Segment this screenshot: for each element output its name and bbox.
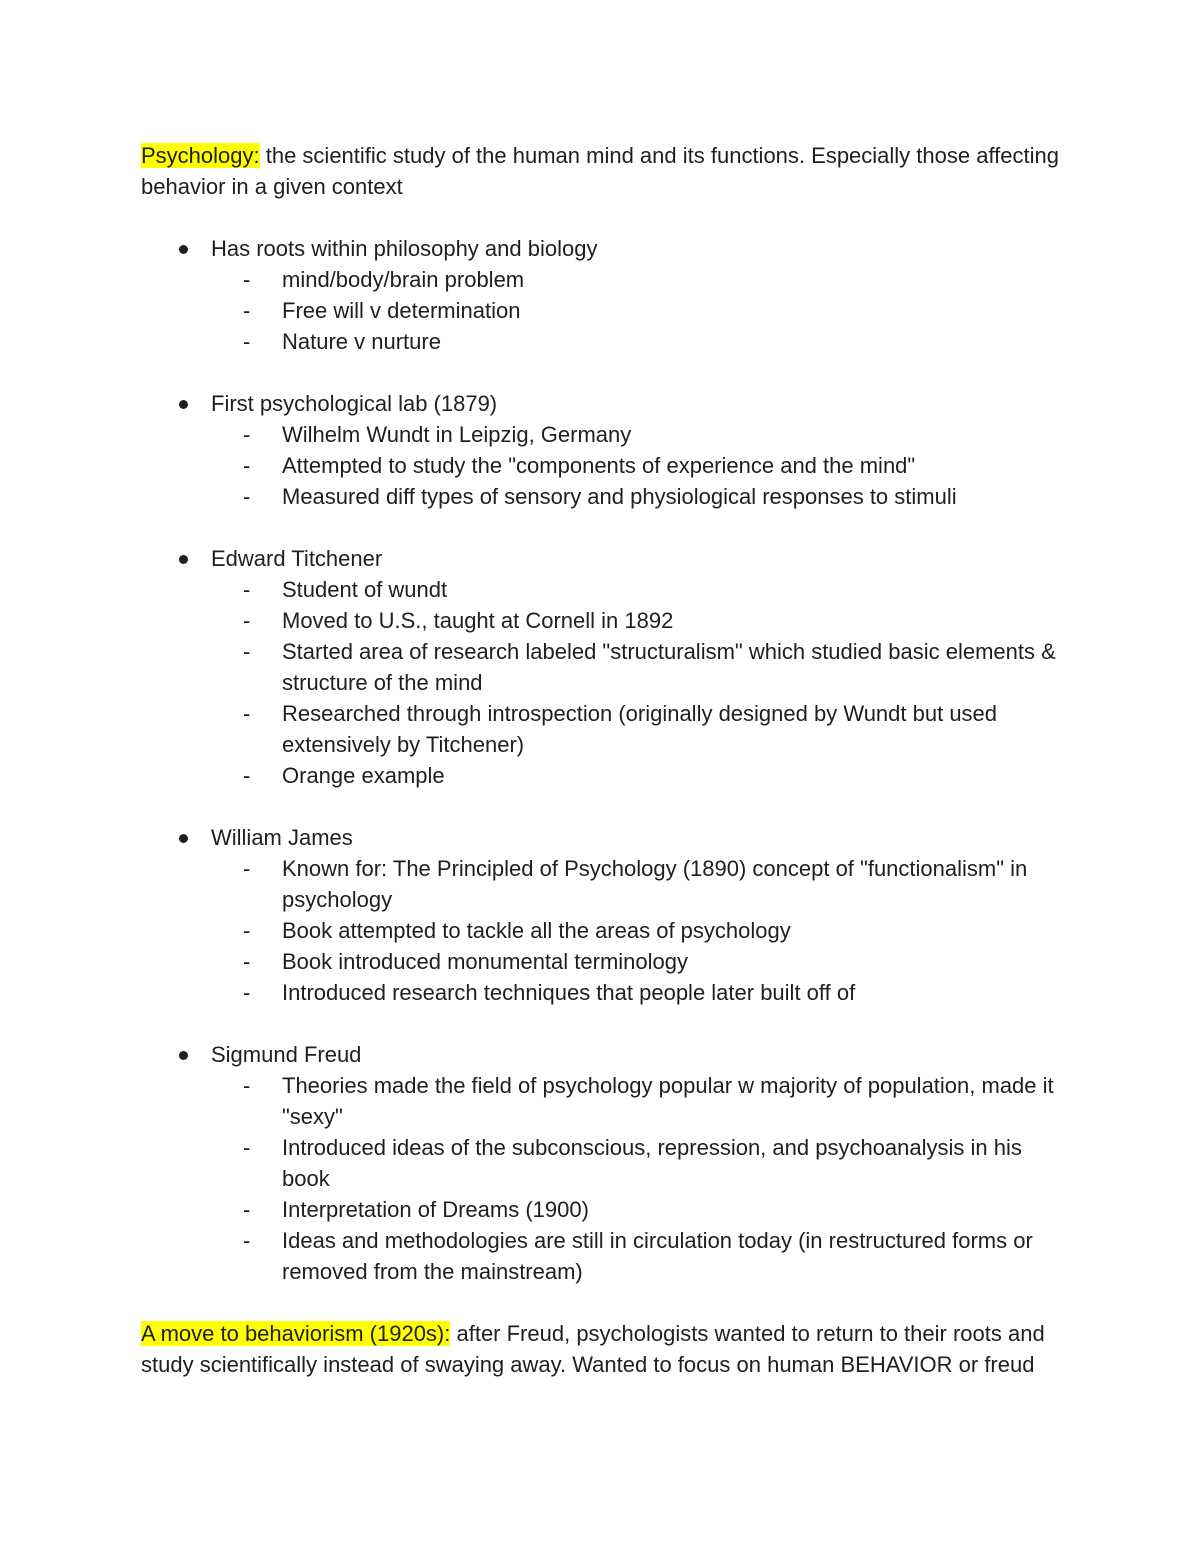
closing-text: after Freud, psychologists wanted to return to their roots and study scientifically instead of swaying away. Wanted to focus on human BEHAVIOR or freud — [141, 1321, 1045, 1377]
sub-list — [211, 419, 1071, 512]
sub-list-item — [211, 450, 1071, 481]
bullet-section — [141, 388, 1071, 543]
sub-list — [211, 264, 1071, 357]
sub-list-item — [211, 419, 1071, 450]
dash-marker: - — [243, 949, 251, 974]
sub-list-item — [211, 977, 1071, 1008]
sub-item-text: Book attempted to tackle all the areas of psychology — [282, 918, 791, 943]
bullet-dot-icon — [179, 245, 188, 254]
intro-term-highlight: Psychology: — [141, 143, 260, 168]
dash-marker: - — [243, 608, 251, 633]
dash-marker: - — [243, 1073, 251, 1098]
bullet-dot-icon — [179, 400, 188, 409]
dash-marker: - — [243, 1197, 251, 1222]
sub-list-item — [211, 481, 1071, 512]
spacer — [141, 202, 1071, 233]
bullet-heading: William James — [211, 825, 353, 850]
sub-list — [211, 853, 1071, 1008]
sub-list — [211, 574, 1071, 791]
sub-item-text: Orange example — [282, 763, 445, 788]
sub-item-text: Student of wundt — [282, 577, 448, 602]
sub-item-text: Known for: The Principled of Psychology (1890) concept of "functionalism" in psychology — [282, 856, 1028, 912]
dash-marker: - — [243, 701, 251, 726]
sub-item-text: Introduced research techniques that people later built off of — [282, 980, 856, 1005]
section-gap — [211, 357, 1071, 388]
dash-marker: - — [243, 298, 251, 323]
sub-list-item — [211, 915, 1071, 946]
dash-marker: - — [243, 453, 251, 478]
dash-marker: - — [243, 918, 251, 943]
intro-definition: the scientific study of the human mind and its functions. Especially those affecting behavior in a given context — [141, 143, 1059, 199]
bullet-section — [141, 1039, 1071, 1318]
sub-item-text: Interpretation of Dreams (1900) — [282, 1197, 589, 1222]
sub-list-item — [211, 326, 1071, 357]
bullet-heading: First psychological lab (1879) — [211, 391, 498, 416]
closing-term-highlight: A move to behaviorism (1920s): — [141, 1321, 451, 1346]
sub-item-text: Theories made the field of psychology popular w majority of population, made it "sexy" — [282, 1073, 1054, 1129]
dash-marker: - — [243, 763, 251, 788]
bullet-dot-icon — [179, 555, 188, 564]
dash-marker: - — [243, 422, 251, 447]
bullet-heading: Sigmund Freud — [211, 1042, 362, 1067]
document-page — [141, 140, 1071, 1380]
bullet-dot-icon — [179, 1051, 188, 1060]
bullet-dot-icon — [179, 834, 188, 843]
sub-list-item — [211, 295, 1071, 326]
sub-list-item — [211, 636, 1071, 698]
sub-list-item — [211, 1132, 1071, 1194]
sub-item-text: Started area of research labeled "structuralism" which studied basic elements & structure of the mind — [282, 639, 1056, 695]
sub-item-text: Ideas and methodologies are still in circulation today (in restructured forms or removed from the mainstream) — [282, 1228, 1033, 1284]
bullet-section — [141, 543, 1071, 822]
dash-marker: - — [243, 639, 251, 664]
section-gap — [211, 512, 1071, 543]
sub-list-item — [211, 1194, 1071, 1225]
sub-item-text: Attempted to study the "components of experience and the mind" — [282, 453, 916, 478]
bullet-heading: Edward Titchener — [211, 546, 383, 571]
sub-item-text: Book introduced monumental terminology — [282, 949, 689, 974]
sub-list-item — [211, 264, 1071, 295]
sub-list-item — [211, 698, 1071, 760]
sub-item-text: Free will v determination — [282, 298, 521, 323]
dash-marker: - — [243, 1228, 251, 1253]
dash-marker: - — [243, 329, 251, 354]
sub-list-item — [211, 605, 1071, 636]
dash-marker: - — [243, 267, 251, 292]
bullet-heading: Has roots within philosophy and biology — [211, 236, 598, 261]
sub-item-text: Nature v nurture — [282, 329, 441, 354]
sub-item-text: mind/body/brain problem — [282, 267, 525, 292]
section-gap — [211, 1008, 1071, 1039]
dash-marker: - — [243, 577, 251, 602]
sub-item-text: Introduced ideas of the subconscious, repression, and psychoanalysis in his book — [282, 1135, 1022, 1191]
sub-list-item — [211, 1225, 1071, 1287]
sub-item-text: Moved to U.S., taught at Cornell in 1892 — [282, 608, 674, 633]
section-gap — [211, 791, 1071, 822]
dash-marker: - — [243, 856, 251, 881]
sub-list-item — [211, 1070, 1071, 1132]
sub-list-item — [211, 574, 1071, 605]
bullet-list — [141, 233, 1071, 1318]
dash-marker: - — [243, 1135, 251, 1160]
sub-list — [211, 1070, 1071, 1287]
intro-paragraph — [141, 140, 1071, 202]
sub-list-item — [211, 760, 1071, 791]
sub-item-text: Measured diff types of sensory and physiological responses to stimuli — [282, 484, 957, 509]
bullet-section — [141, 822, 1071, 1039]
section-gap — [211, 1287, 1071, 1318]
sub-list-item — [211, 946, 1071, 977]
closing-paragraph — [141, 1318, 1071, 1380]
sub-item-text: Researched through introspection (originally designed by Wundt but used extensively by Titchener) — [282, 701, 998, 757]
dash-marker: - — [243, 484, 251, 509]
sub-item-text: Wilhelm Wundt in Leipzig, Germany — [282, 422, 632, 447]
sub-list-item — [211, 853, 1071, 915]
dash-marker: - — [243, 980, 251, 1005]
bullet-section — [141, 233, 1071, 388]
